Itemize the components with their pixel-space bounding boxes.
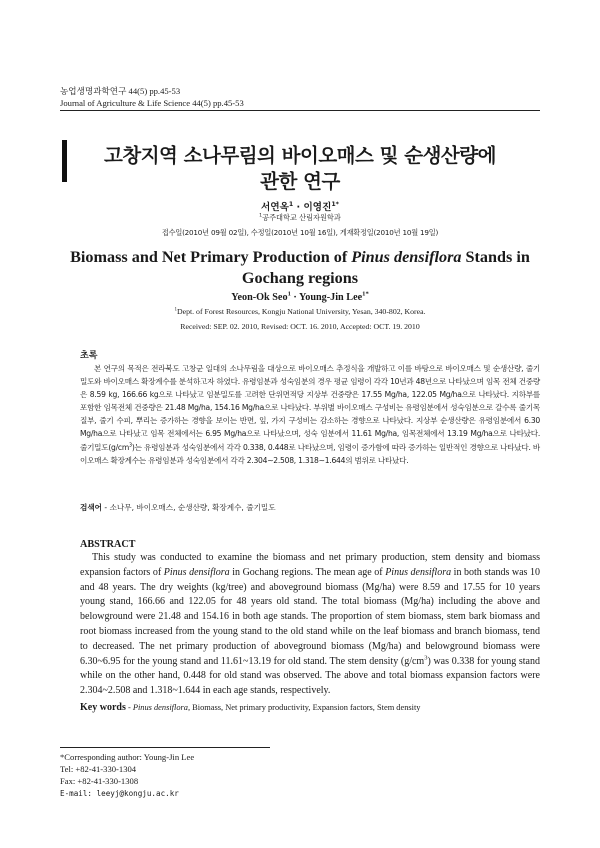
abstract-en-t1: This study was conducted to examine the biomass and net primary production, stem density and biomass expansion factors of: [80, 552, 540, 578]
author-en-sep: ·: [290, 292, 299, 303]
affiliation-kr-sup: 1: [259, 213, 263, 219]
author-kr-1: 서연옥: [261, 202, 289, 213]
authors-en: [60, 292, 540, 303]
author-en-2: Young-Jin Lee: [299, 292, 363, 303]
author-kr-2-sup: 1*: [331, 200, 339, 208]
keywords-kr-label: 검색어: [80, 503, 103, 512]
authors-kr: [60, 199, 540, 213]
footnote-corresponding: *Corresponding author: Young-Jin Lee: [60, 752, 195, 762]
abstract-kr-sup: 3: [129, 442, 132, 449]
abstract-kr-body: [80, 362, 540, 467]
abstract-en-heading: ABSTRACT: [80, 539, 136, 550]
keywords-en-rest: Biomass, Net primary productivity, Expansion factors, Stem density: [190, 703, 421, 712]
abstract-en-species-2: Pinus densiflora: [385, 566, 452, 578]
author-en-1-sup: 1: [287, 290, 291, 298]
title-en-part1: Biomass and Net Primary Production of: [70, 248, 352, 266]
abstract-en-species-1: Pinus densiflora: [163, 566, 230, 578]
affiliation-en-sup: 1: [174, 306, 177, 313]
author-kr-2: 이영진: [303, 202, 332, 213]
abstract-kr-text-a: 본 연구의 목적은 전라북도 고창군 일대의 소나무림을 대상으로 바이오매스 추정식을 개발하고 이를 바탕으로 바이오매스 및 순생산량, 줄기밀도와 바이오매스 확장계수를 분석하고자 하였다. 유령임분과 성숙임분의 경우 평균 임령이 각각 10년과 48년으로 나타났으며 임목 전체 건중량은 8.59 kg, 166.66 kg으로 나타났고 임분밀도를 고려한 단위면적당 지상부 건중량은 17.55 Mg/ha, 122.05 Mg/ha으로 나타났다. 지하부를 포함한 임목전체 건중량은 21.48 Mg/ha, 154.16 Mg/ha으로 나타났다. 부위별 바이오매스 구성비는 유령임분에서 성숙임분으로 갈수록 줄기목질부, 줄기 수피, 뿌리는 증가하는 경향을 보이는 반면, 잎, 가지 구성비는 감소하는 경향으로 나타났다. 지상부 순생산량은 유령임분에서 6.30 Mg/ha으로 나타났고 임목 전체에서는 6.95 Mg/ha으로 나타났으며, 성숙 임분에서 11.61 Mg/ha, 임목전체에서 13.19 Mg/ha으로 나타났다. 줄기밀도(g/cm: [80, 364, 540, 452]
affiliation-en: [60, 307, 540, 316]
title-kr-line1: 고창지역 소나무림의 바이오매스 및 순생산량에: [104, 144, 496, 167]
keywords-kr-list: - 소나무, 바이오매스, 순생산량, 확장계수, 줄기밀도: [102, 503, 276, 512]
abstract-en-t3: in both stands was 10 and 48 years. The dry weights (kg/tree) and aboveground biomass (Mg/ha) were 8.59 and 17.55 for 10 years young stand, 166.66 and 122.05 for 48 years old stand. The total biomass (Mg/ha) including the above and belowground were 21.48 and 154.16 in both age stands. The proportion of stem biomass, stem bark biomass and root biomass increased from the young stand to the old stand while on the leaf biomass and branch biomass, tend to decreased. The net primary production of aboveground biomass (Mg/ha) and belowground biomass were 6.30~6.95 for the young stand and 11.61~13.19 for old stand. The stem density (g/cm: [80, 566, 541, 667]
abstract-kr-heading: 초록: [80, 351, 98, 361]
journal-header-kr: 농업생명과학연구 44(5) pp.45-53: [60, 86, 181, 96]
keywords-en-label: Key words: [80, 702, 126, 713]
author-kr-sep: ·: [293, 202, 304, 213]
abstract-en-sup: 3: [424, 654, 428, 662]
footnote-rule: [60, 747, 270, 748]
title-en-part2: Stands in: [461, 248, 530, 266]
title-en-species: Pinus densiflora: [351, 248, 462, 266]
abstract-en-t4: ) was 0.338 for young stand while on the other hand, 0.448 for old stand was observed. The above and total biomass expansion factors were 2.304~2.508 and 1.318~1.644 in each age stands, respectively.: [80, 655, 540, 697]
affiliation-en-text: Dept. of Forest Resources, Kongju National University, Yesan, 340-802, Korea.: [177, 307, 426, 316]
keywords-en-species: Pinus densiflora,: [132, 703, 191, 712]
keywords-kr: [80, 502, 276, 513]
title-en: [60, 247, 540, 289]
keywords-en-sep: -: [125, 703, 133, 712]
dates-kr: 접수일(2010년 09월 02일), 수정일(2010년 10월 16일), 게재확정일(2010년 10월 19일): [161, 228, 439, 237]
affiliation-kr: [60, 213, 540, 223]
title-en-line2: Gochang regions: [241, 269, 359, 287]
abstract-en-body: [80, 551, 540, 699]
author-en-1: Yeon-Ok Seo: [231, 292, 288, 303]
author-en-2-sup: 1*: [362, 290, 369, 298]
title-kr-line2: 관한 연구: [260, 170, 340, 193]
footnote-fax: Fax: +82-41-330-1308: [60, 776, 139, 786]
abstract-en-t2: in Gochang regions. The mean age of: [229, 566, 386, 578]
keywords-en: [80, 702, 550, 713]
affiliation-kr-text: 공주대학교 산림자원학과: [262, 213, 341, 222]
abstract-kr-text-b: )는 유령임분과 성숙임분에서 각각 0.338, 0.448로 나타났으며, 임령이 증가함에 따라 증가하는 일반적인 경향으로 나타났다. 바이오매스 확장계수는 유령임분과 성숙임분에서 각각 2.304~2.508, 1.318~1.644의 범위로 나타났다.: [80, 442, 540, 465]
author-kr-1-sup: 1: [288, 200, 294, 208]
journal-header-en: Journal of Agriculture & Life Science 44(5) pp.45-53: [60, 98, 244, 108]
dates-en: Received: SEP. 02. 2010, Revised: OCT. 16. 2010, Accepted: OCT. 19. 2010: [180, 322, 420, 331]
footnote-email: E-mail: leeyj@kongju.ac.kr: [60, 789, 179, 798]
footnote-tel: Tel: +82-41-330-1304: [60, 764, 137, 774]
header-rule: [60, 110, 540, 111]
